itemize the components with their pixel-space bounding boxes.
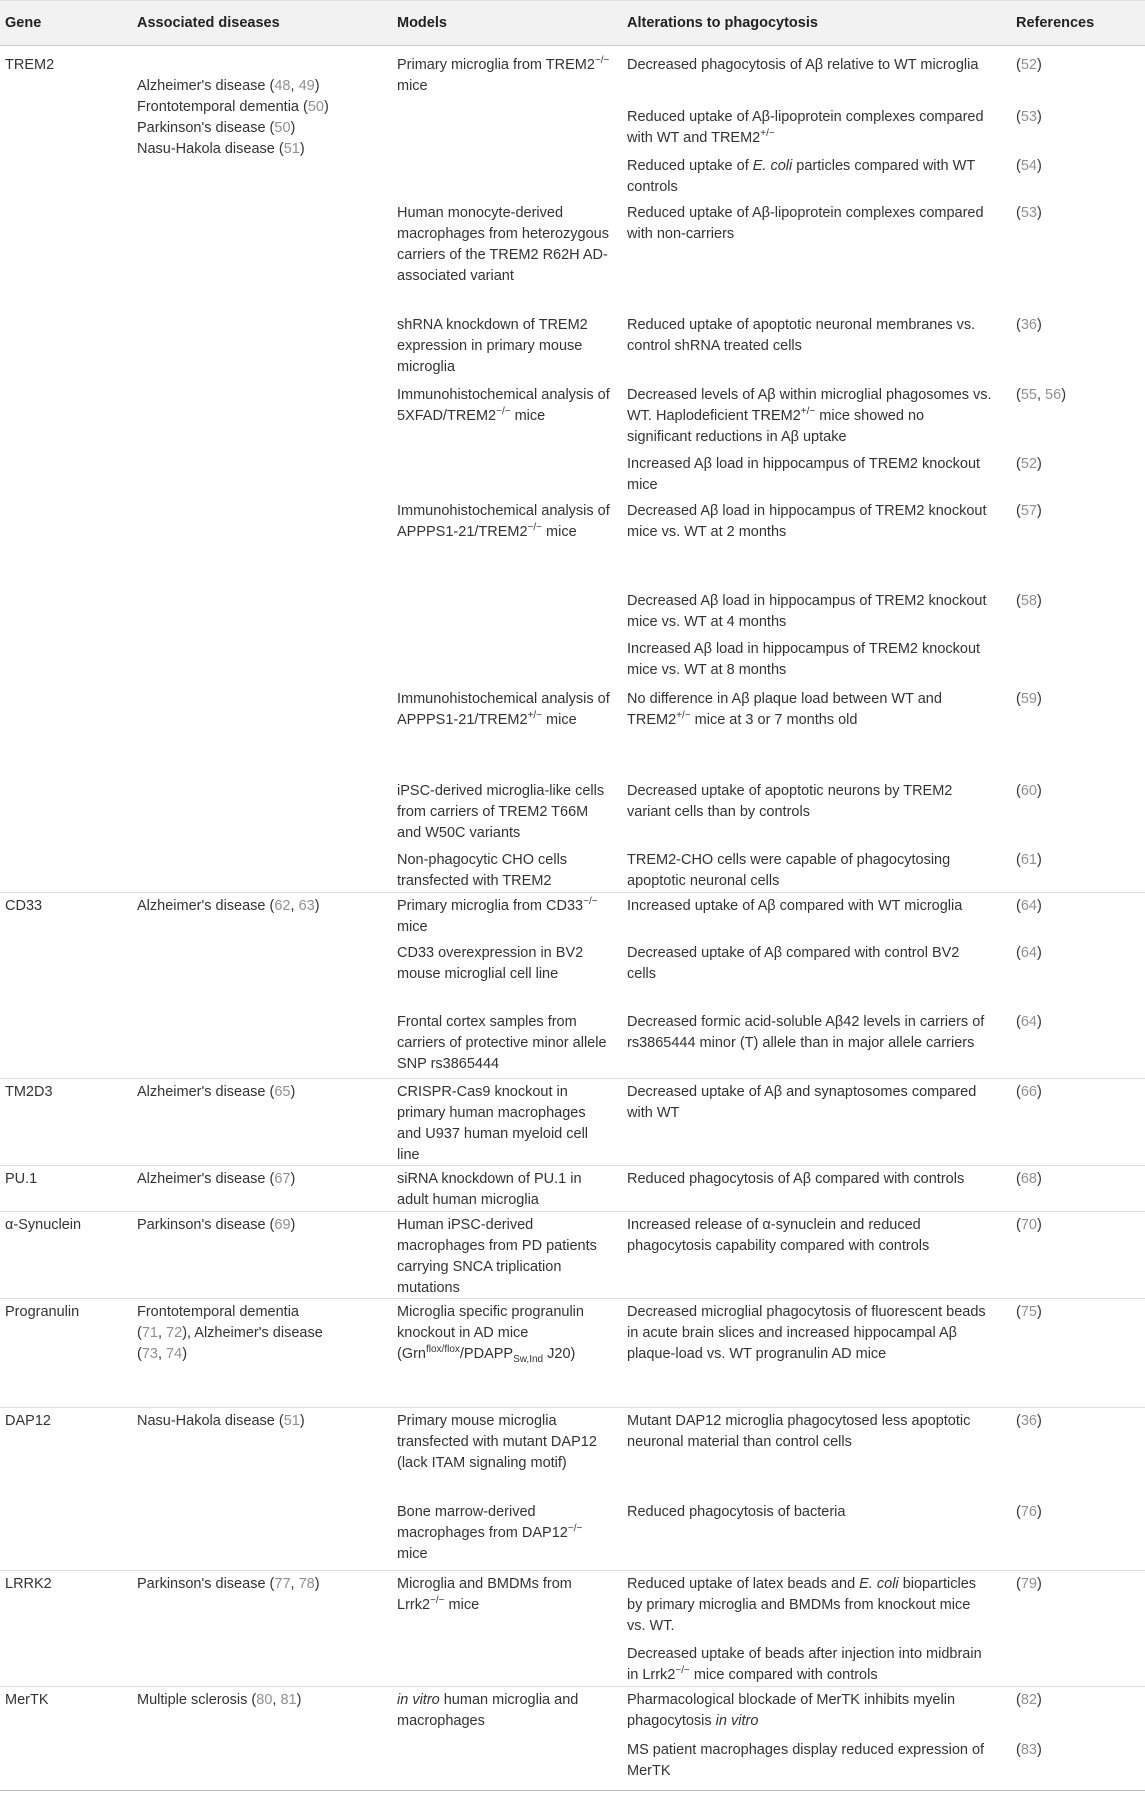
- model-cell: Immunohistochemical analysis of 5XFAD/TREM2−/− mice: [397, 387, 610, 424]
- reference-cell: (60): [1016, 783, 1042, 799]
- citation-link[interactable]: 36: [1020, 1413, 1037, 1429]
- citation-link[interactable]: 62: [274, 898, 291, 914]
- citation-link[interactable]: 54: [1020, 158, 1037, 174]
- alteration-cell: Decreased Aβ load in hippocampus of TREM2 knockout mice vs. WT at 2 months: [627, 503, 987, 540]
- citation-link[interactable]: 69: [274, 1217, 291, 1233]
- citation-link[interactable]: 66: [1020, 1084, 1037, 1100]
- citation-link[interactable]: 82: [1020, 1692, 1037, 1708]
- alteration-cell: Reduced uptake of apoptotic neuronal membranes vs. control shRNA treated cells: [627, 317, 976, 354]
- reference-cell: (75): [1016, 1304, 1042, 1320]
- citation-link[interactable]: 81: [280, 1692, 297, 1708]
- gene-cell: TREM2: [5, 57, 55, 73]
- alteration-cell: Decreased uptake of apoptotic neurons by TREM2 variant cells than by controls: [627, 783, 953, 820]
- row-divider: [0, 1686, 1145, 1687]
- citation-link[interactable]: 72: [166, 1325, 183, 1341]
- model-cell: Microglia specific progranulin knockout in AD mice ($Grn^{flox/flox}/PDAPP_{Sw,Ind}$ J20): [397, 1304, 584, 1365]
- reference-cell: (76): [1016, 1504, 1042, 1520]
- reference-cell: (82): [1016, 1692, 1042, 1708]
- alteration-cell: Decreased microglial phagocytosis of fluorescent beads in acute brain slices and increased hippocampal Aβ plaque-load vs. WT progranulin AD mice: [627, 1304, 986, 1362]
- disease-cell: Parkinson's disease (77, 78): [137, 1576, 320, 1592]
- alteration-cell: Reduced phagocytosis of Aβ compared with controls: [627, 1171, 965, 1187]
- citation-link[interactable]: 65: [274, 1084, 291, 1100]
- citation-link[interactable]: 59: [1020, 691, 1037, 707]
- disease-cell: Multiple sclerosis (80, 81): [137, 1692, 302, 1708]
- model-cell: Immunohistochemical analysis of APPPS1-21/TREM2−/− mice: [397, 503, 610, 540]
- citation-link[interactable]: 36: [1020, 317, 1037, 333]
- alteration-cell: Increased release of α-synuclein and reduced phagocytosis capability compared with controls: [627, 1217, 930, 1254]
- reference-cell: (59): [1016, 691, 1042, 707]
- reference-cell: (36): [1016, 1413, 1042, 1429]
- citation-link[interactable]: 83: [1020, 1742, 1037, 1758]
- model-cell: siRNA knockdown of PU.1 in adult human microglia: [397, 1171, 582, 1208]
- reference-cell: (53): [1016, 205, 1042, 221]
- alteration-cell: TREM2-CHO cells were capable of phagocytosing apoptotic neuronal cells: [627, 852, 951, 889]
- model-cell: in vitro human microglia and macrophages: [397, 1692, 579, 1729]
- row-divider: [0, 1407, 1145, 1408]
- alteration-cell: MS patient macrophages display reduced expression of MerTK: [627, 1742, 985, 1779]
- citation-link[interactable]: 64: [1020, 898, 1037, 914]
- model-cell: Primary microglia from TREM2−/− mice: [397, 55, 610, 94]
- alteration-cell: Decreased levels of Aβ within microglial phagosomes vs. WT. Haplodeficient TREM2+/− mice showed no significant reductions in Aβ uptake: [627, 387, 992, 445]
- alteration-cell: Decreased uptake of beads after injection into midbrain in Lrrk2−/− mice compared with controls: [627, 1646, 982, 1683]
- model-cell: Primary mouse microglia transfected with mutant DAP12 (lack ITAM signaling motif): [397, 1413, 597, 1471]
- citation-link[interactable]: 53: [1020, 205, 1037, 221]
- disease-cell: Parkinson's disease (69): [137, 1217, 296, 1233]
- citation-link[interactable]: 73: [141, 1346, 158, 1362]
- citation-link[interactable]: 52: [1020, 57, 1037, 73]
- model-cell: shRNA knockdown of TREM2 expression in primary mouse microglia: [397, 317, 588, 375]
- gene-cell: CD33: [5, 898, 43, 914]
- alteration-cell: Pharmacological blockade of MerTK inhibits myelin phagocytosis in vitro: [627, 1692, 956, 1729]
- reference-cell: (83): [1016, 1742, 1042, 1758]
- citation-link[interactable]: 53: [1020, 109, 1037, 125]
- row-divider: [0, 892, 1145, 893]
- alteration-cell: Decreased phagocytosis of Aβ relative to WT microglia: [627, 57, 979, 73]
- gene-cell: α-Synuclein: [5, 1217, 82, 1233]
- disease-cell: Frontotemporal dementia (71, 72), Alzheimer's disease (73, 74): [137, 1304, 323, 1362]
- citation-link[interactable]: 70: [1020, 1217, 1037, 1233]
- alteration-cell: Increased Aβ load in hippocampus of TREM2 knockout mice vs. WT at 8 months: [627, 641, 981, 678]
- col-header-references: References: [1016, 15, 1095, 31]
- citation-link[interactable]: 52: [1020, 456, 1037, 472]
- citation-link[interactable]: 60: [1020, 783, 1037, 799]
- alteration-cell: Reduced phagocytosis of bacteria: [627, 1504, 846, 1520]
- alteration-cell: Decreased Aβ load in hippocampus of TREM2 knockout mice vs. WT at 4 months: [627, 593, 987, 630]
- reference-cell: (52): [1016, 57, 1042, 73]
- alteration-cell: Increased uptake of Aβ compared with WT microglia: [627, 898, 963, 914]
- gene-cell: PU.1: [5, 1171, 38, 1187]
- disease-cell: Alzheimer's disease (65): [137, 1084, 296, 1100]
- citation-link[interactable]: 58: [1020, 593, 1037, 609]
- gene-cell: MerTK: [5, 1692, 49, 1708]
- model-cell: Immunohistochemical analysis of APPPS1-21/TREM2+/− mice: [397, 691, 610, 728]
- citation-link[interactable]: 49: [298, 78, 315, 94]
- citation-link[interactable]: 79: [1020, 1576, 1037, 1592]
- alteration-cell: Mutant DAP12 microglia phagocytosed less apoptotic neuronal material than control cells: [627, 1413, 971, 1450]
- citation-link[interactable]: 55: [1020, 387, 1037, 403]
- citation-link[interactable]: 64: [1020, 1014, 1037, 1030]
- citation-link[interactable]: 67: [274, 1171, 291, 1187]
- citation-link[interactable]: 56: [1045, 387, 1062, 403]
- citation-link[interactable]: 80: [256, 1692, 273, 1708]
- col-header-gene: Gene: [5, 15, 42, 31]
- model-cell: iPSC-derived microglia-like cells from carriers of TREM2 T66M and W50C variants: [397, 783, 605, 841]
- model-cell: Human monocyte-derived macrophages from heterozygous carriers of the TREM2 R62H AD-associated variant: [397, 205, 609, 284]
- citation-link[interactable]: 71: [141, 1325, 158, 1341]
- model-cell: Bone marrow-derived macrophages from DAP12−/− mice: [397, 1504, 583, 1562]
- citation-link[interactable]: 64: [1020, 945, 1037, 961]
- row-divider: [0, 1211, 1145, 1212]
- disease-cell: Alzheimer's disease (67): [137, 1171, 296, 1187]
- citation-link[interactable]: 51: [283, 141, 300, 157]
- reference-cell: (54): [1016, 158, 1042, 174]
- citation-link[interactable]: 75: [1020, 1304, 1037, 1320]
- alteration-cell: No difference in Aβ plaque load between WT and TREM2+/− mice at 3 or 7 months old: [627, 691, 942, 728]
- disease-cell: Nasu-Hakola disease (51): [137, 1413, 305, 1429]
- citation-link[interactable]: 50: [274, 120, 291, 136]
- reference-cell: (64): [1016, 945, 1042, 961]
- disease-cell: Alzheimer's disease (48, 49) Frontotemporal dementia (50) Parkinson's disease (50) Nasu-Hakola disease (51): [137, 78, 329, 157]
- reference-cell: (58): [1016, 593, 1042, 609]
- model-cell: Primary microglia from CD33−/− mice: [397, 896, 598, 935]
- model-cell: Microglia and BMDMs from Lrrk2−/− mice: [397, 1576, 572, 1613]
- citation-link[interactable]: 57: [1020, 503, 1037, 519]
- gene-cell: Progranulin: [5, 1304, 80, 1320]
- reference-cell: (64): [1016, 898, 1042, 914]
- citation-link[interactable]: 68: [1020, 1171, 1037, 1187]
- reference-cell: (79): [1016, 1576, 1042, 1592]
- citation-link[interactable]: 61: [1020, 852, 1037, 868]
- model-cell: Frontal cortex samples from carriers of protective minor allele SNP rs3865444: [397, 1014, 607, 1072]
- reference-cell: (68): [1016, 1171, 1042, 1187]
- citation-link[interactable]: 76: [1020, 1504, 1037, 1520]
- col-header-models: Models: [397, 15, 447, 31]
- model-cell: Human iPSC-derived macrophages from PD patients carrying SNCA triplication mutations: [397, 1217, 597, 1296]
- citation-link[interactable]: 63: [298, 898, 315, 914]
- table-bottom-border: [0, 1790, 1145, 1791]
- row-divider: [0, 1570, 1145, 1571]
- model-cell: Non-phagocytic CHO cells transfected with TREM2: [397, 852, 568, 889]
- reference-cell: (52): [1016, 456, 1042, 472]
- gene-cell: TM2D3: [5, 1084, 53, 1100]
- alteration-cell: Reduced uptake of Aβ-lipoprotein complexes compared with non-carriers: [627, 205, 984, 242]
- col-header-diseases: Associated diseases: [137, 15, 280, 31]
- gene-cell: DAP12: [5, 1413, 51, 1429]
- reference-cell: (66): [1016, 1084, 1042, 1100]
- alteration-cell: Increased Aβ load in hippocampus of TREM2 knockout mice: [627, 456, 981, 493]
- reference-cell: (61): [1016, 852, 1042, 868]
- citation-link[interactable]: 77: [274, 1576, 291, 1592]
- alteration-cell: Decreased uptake of Aβ and synaptosomes compared with WT: [627, 1084, 977, 1121]
- model-cell: CRISPR-Cas9 knockout in primary human macrophages and U937 human myeloid cell line: [397, 1084, 589, 1163]
- citation-link[interactable]: 50: [307, 99, 324, 115]
- alteration-cell: Reduced uptake of E. coli particles compared with WT controls: [627, 158, 975, 195]
- reference-cell: (36): [1016, 317, 1042, 333]
- reference-cell: (53): [1016, 109, 1042, 125]
- citation-link[interactable]: 74: [166, 1346, 183, 1362]
- alteration-cell: Reduced uptake of latex beads and E. coli bioparticles by primary microglia and BMDMs from knockout mice vs. WT.: [627, 1576, 977, 1634]
- disease-cell: Alzheimer's disease (62, 63): [137, 898, 320, 914]
- model-cell: CD33 overexpression in BV2 mouse microglial cell line: [397, 945, 584, 982]
- citation-link[interactable]: 48: [274, 78, 291, 94]
- reference-cell: (55, 56): [1016, 387, 1067, 403]
- row-divider: [0, 1078, 1145, 1079]
- alteration-cell: Reduced uptake of Aβ-lipoprotein complexes compared with WT and TREM2+/−: [627, 109, 984, 146]
- col-header-alterations: Alterations to phagocytosis: [627, 15, 818, 31]
- citation-link[interactable]: 78: [298, 1576, 315, 1592]
- gene-cell: LRRK2: [5, 1576, 52, 1592]
- citation-link[interactable]: 51: [283, 1413, 300, 1429]
- reference-cell: (64): [1016, 1014, 1042, 1030]
- reference-cell: (57): [1016, 503, 1042, 519]
- reference-cell: (70): [1016, 1217, 1042, 1233]
- alteration-cell: Decreased uptake of Aβ compared with control BV2 cells: [627, 945, 960, 982]
- table-header: [0, 0, 1145, 46]
- alteration-cell: Decreased formic acid-soluble Aβ42 levels in carriers of rs3865444 minor (T) allele than in major allele carriers: [627, 1014, 985, 1051]
